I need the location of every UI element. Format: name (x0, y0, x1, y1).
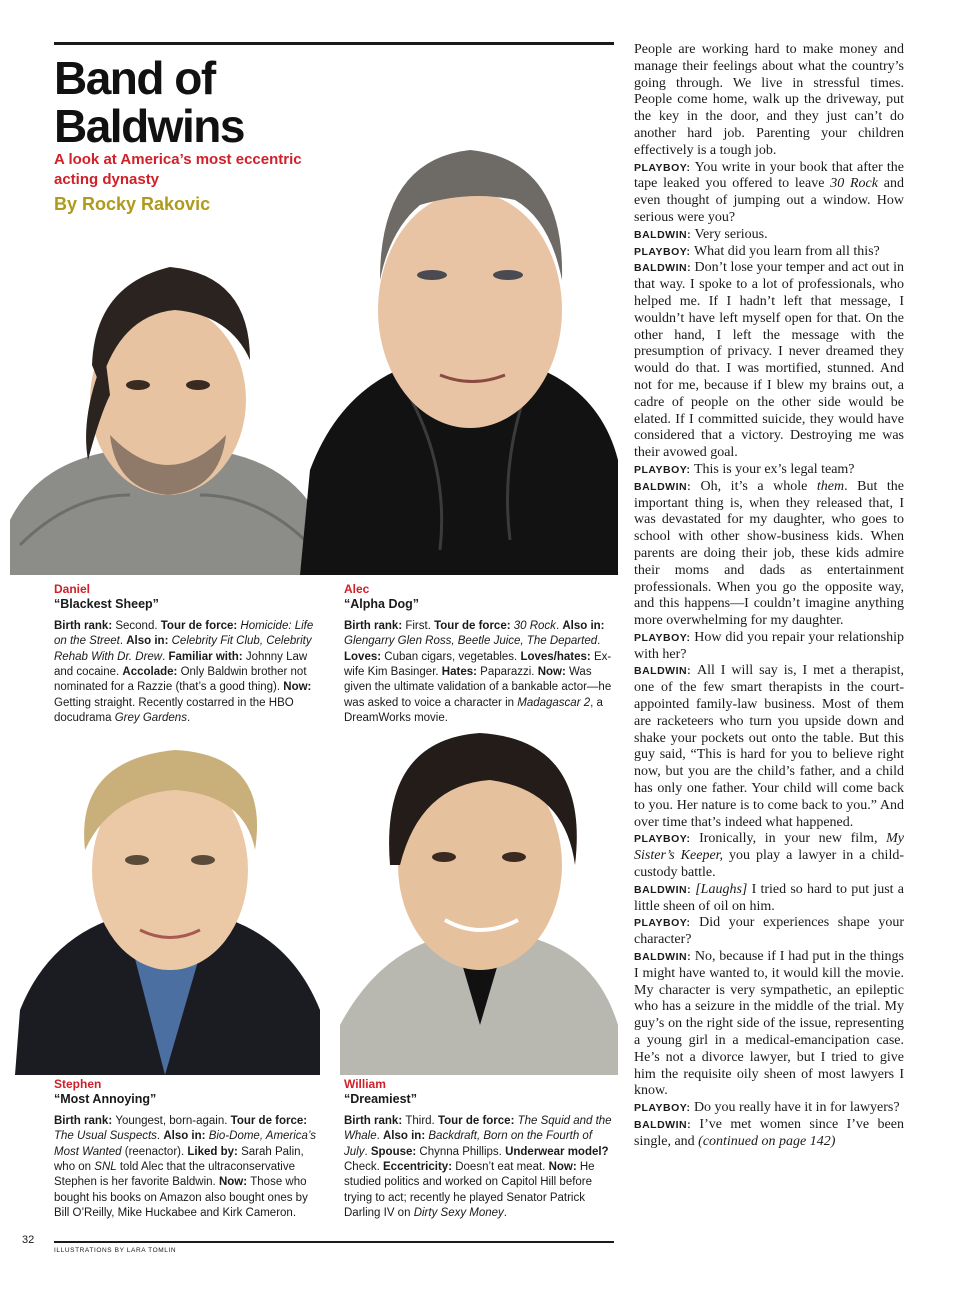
bio-field-title: 30 Rock (513, 619, 556, 632)
interview-paragraph (634, 831, 904, 881)
bio-name: Daniel (54, 582, 91, 596)
bio-field-text: . (376, 1130, 383, 1143)
interview-text: People are working hard to make money and manage their feelings about what the country’s going through. We live in stressful times. People come home, walk up the driveway, put the key in the door, and they just can’t do another hard job. Parenting your children effectively is a tough job. (634, 42, 904, 158)
interview-italic: them (816, 478, 845, 494)
speaker-label: PLAYBOY: (634, 833, 700, 846)
interview-text: Oh, it’s a whole (700, 478, 817, 494)
title-line-1: Band of (54, 52, 215, 104)
interview-paragraph (634, 1100, 904, 1117)
interview-text: . But the important thing is, when they released that, I was devastated for my daughter, who goes to school with other show-business kids. When parents are doing their job, these kids admire their moms and dads as entertainment professionals. When you go the opposite way, and this happens—I couldn’t imagine anything more overwhelming for my daughter. (634, 478, 904, 629)
bio-name: Stephen (54, 1077, 102, 1091)
speaker-label: PLAYBOY: (634, 917, 700, 930)
william-portrait (340, 725, 618, 1075)
bio-daniel (54, 582, 324, 727)
interview-text: How did you repair your relationship with her? (634, 629, 904, 662)
bio-field-text: . (597, 635, 601, 648)
bio-text (344, 619, 614, 727)
bio-field-text: Third. (405, 1114, 438, 1127)
bio-field-title: Grey Gardens (114, 712, 187, 725)
bio-field-label: Liked by: (187, 1145, 242, 1158)
interview-paragraph (634, 663, 904, 831)
bio-field-text: Those who bought his books on Amazon also bought ones by Bill O’Reilly, Mike Huckabee and Kirk Cameron. (54, 1176, 308, 1220)
bio-field-label: Birth rank: (344, 619, 406, 632)
bio-field-title: Dirty Sexy Money (413, 1207, 504, 1220)
bio-field-text: told Alec that the ultraconservative Stephen is her favorite Baldwin. (54, 1161, 296, 1189)
bio-field-title: The Squid and the Whale (344, 1114, 612, 1143)
interview-paragraph (634, 462, 904, 479)
bio-field-text: Youngest, born-again. (115, 1114, 231, 1127)
bio-field-text: Paparazzi. (480, 666, 538, 679)
bio-field-text: Chynna Phillips. (419, 1145, 506, 1158)
bio-field-text: Only Baldwin brother not nominated for a Razzie (that’s a good thing). (54, 666, 307, 694)
speaker-label: BALDWIN: (634, 883, 696, 896)
bio-field-label: Familiar with: (168, 650, 246, 663)
bio-field-text: . (555, 619, 563, 632)
bio-field-text: . (119, 635, 127, 648)
bio-field-label: Loves/hates: (520, 650, 594, 663)
bio-field-label: Loves: (344, 650, 385, 663)
bio-text (54, 1114, 324, 1222)
bio-field-title: The Usual Suspects (54, 1130, 157, 1143)
interview-paragraph (634, 227, 904, 244)
speaker-label: PLAYBOY: (634, 631, 695, 644)
bio-field-text: . (186, 712, 191, 725)
bio-field-label: Birth rank: (54, 619, 116, 632)
bio-field-title: Madagascar 2 (517, 696, 591, 709)
bio-field-text: (reenactor). (121, 1145, 188, 1158)
bio-field-label: Tour de force: (434, 619, 514, 632)
bio-field-text: Second. (115, 619, 161, 632)
stephen-portrait (15, 740, 320, 1075)
interview-paragraph (634, 160, 904, 227)
bio-field-text: Ex-wife Kim Basinger. (344, 650, 612, 679)
bio-field-label: Now: (218, 1176, 251, 1189)
interview-text: Ironically, in your new film, (699, 831, 887, 847)
bio-field-label: Underwear model? (505, 1145, 609, 1158)
alec-portrait (300, 130, 618, 575)
interview-text: No, because if I had put in the things I might have wanted to, it would kill the movie. My character is very sympathetic, an epileptic who has a seizure in the middle of the trial. My guy’s on the right side of the issue, representing a young girl in a medical-emancipation case. He’s not a divorce lawyer, but I tried to give him the requisite oily sheen of most lawyers I know. (634, 949, 904, 1099)
bio-nickname: “Blackest Sheep” (54, 597, 159, 612)
illustration-credit: ILLUSTRATIONS BY LARA TOMLIN (54, 1247, 177, 1254)
bio-field-label: Spouse: (370, 1145, 420, 1158)
bio-field-text: Getting straight. Recently costarred in the HBO docudrama (54, 696, 294, 725)
bio-field-text: Johnny Law and cocaine. (54, 650, 308, 679)
bio-text (344, 1114, 614, 1222)
speaker-label: BALDWIN: (634, 228, 695, 241)
bio-name: Alec (344, 582, 370, 596)
speaker-label: BALDWIN: (634, 262, 695, 275)
speaker-label: BALDWIN: (634, 480, 701, 493)
bio-field-text: Was given the ultimate validation of a bankable actor—he was asked to voice a character in (344, 666, 612, 709)
bio-field-title: Bio-Dome, America’s Most Wanted (54, 1130, 317, 1158)
bio-field-text: He studied politics and worked on Capitol Hill before trying to act; recently he played Senator Patrick Darling IV on (344, 1161, 595, 1220)
bio-field-label: Hates: (441, 666, 481, 679)
bio-field-title: Homicide: Life on the Street (54, 619, 314, 648)
interview-text: Very serious. (694, 226, 768, 242)
interview-italic: [Laughs] (695, 881, 748, 897)
bio-field-label: Now: (283, 681, 312, 694)
interview-text: This is your ex’s legal team? (693, 461, 855, 477)
bio-field-label: Also in: (562, 619, 605, 632)
bio-field-label: Eccentricity: (383, 1161, 456, 1174)
bio-field-text: Doesn’t eat meat. (455, 1161, 549, 1174)
bio-stephen (54, 1077, 324, 1222)
speaker-label: BALDWIN: (634, 1119, 700, 1131)
bio-field-label: Also in: (383, 1130, 429, 1143)
interview-paragraph (634, 915, 904, 949)
bio-nickname: “Most Annoying” (54, 1092, 157, 1107)
interview-column (634, 42, 904, 1151)
bio-field-title: Celebrity Fit Club, Celebrity Rehab With Dr. Drew (54, 635, 312, 663)
speaker-label: BALDWIN: (634, 665, 697, 678)
bio-field-text: . (364, 1145, 371, 1158)
interview-text: and even thought of jumping out a window. How serious were you? (634, 176, 904, 225)
interview-text: Did your experiences shape your character? (634, 915, 904, 948)
article-byline: By Rocky Rakovic (54, 194, 211, 214)
bio-field-label: Tour de force: (230, 1114, 308, 1127)
speaker-label: PLAYBOY: (634, 1102, 694, 1115)
bio-field-label: Accolade: (122, 666, 181, 679)
speaker-label: PLAYBOY: (634, 245, 694, 258)
interview-paragraph (634, 260, 904, 462)
bio-field-text: Check. (344, 1161, 383, 1174)
bio-name: William (344, 1077, 386, 1091)
bio-field-text: . (503, 1207, 507, 1220)
interview-text: I’ve met women since I’ve been single, and (634, 1117, 904, 1149)
bio-field-title: SNL (94, 1161, 117, 1174)
interview-italic: (continued on page 142) (698, 1133, 836, 1149)
bio-field-text: . (156, 1130, 164, 1143)
bio-text (54, 619, 324, 727)
interview-paragraph (634, 882, 904, 916)
interview-text: I tried so hard to put just a little sheen of oil on him. (634, 881, 904, 914)
bio-field-text: Sarah Palin, who on (54, 1145, 304, 1174)
speaker-label: BALDWIN: (634, 951, 695, 964)
interview-paragraph (634, 479, 904, 630)
bio-field-text: , a DreamWorks movie. (344, 696, 603, 725)
interview-paragraph (634, 1117, 904, 1151)
interview-text: All I will say is, I met a therapist, one of the few smart therapists in the court-appointed family-law business. Most of them are racketeers who turn you upside down and shake your pockets out onto the table. But this guy said, “This is hard for you to believe right now, but you are the child’s father, and a child has only one father. Your child will come back to you. Her nature is to come back to you.” And over time that’s indeed what happened. (634, 663, 904, 830)
interview-paragraph (634, 630, 904, 664)
page-number: 32 (22, 1234, 35, 1246)
bio-field-title: Glengarry Glen Ross, Beetle Juice, The Departed (344, 635, 598, 648)
speaker-label: PLAYBOY: (634, 463, 694, 476)
bio-field-text: . (162, 650, 169, 663)
bio-field-text: Cuban cigars, vegetables. (384, 650, 521, 663)
bio-nickname: “Dreamiest” (344, 1092, 417, 1107)
interview-text: Do you really have it in for lawyers? (693, 1100, 900, 1116)
bio-field-label: Now: (537, 666, 569, 679)
bottom-rule (54, 1241, 614, 1243)
title-line-2: Baldwins (54, 100, 244, 152)
top-rule (54, 42, 614, 45)
article-subtitle: A look at America’s most eccentric acting dynasty (54, 151, 302, 188)
article-title (54, 54, 244, 150)
bio-field-label: Tour de force: (160, 619, 241, 632)
interview-text: Don’t lose your temper and act out in that way. I spoke to a lot of professionals, who helped me. If I hadn’t left that message, I wouldn’t have left myself open for that. On the other hand, I left the message with the presumption of privacy. I never dreamed they would do that. I was mortified, stunned. And not for me, because if I blew my brains out, a cadre of people on the other side would be elated. If I committed suicide, they would have considered that a victory. Destroying me was their avowed goal. (634, 260, 904, 461)
bio-alec (344, 582, 614, 727)
interview-text: What did you learn from all this? (693, 243, 880, 259)
interview-text: you play a lawyer in a child-custody battle. (634, 848, 904, 881)
bio-field-label: Now: (548, 1161, 580, 1174)
interview-paragraph (634, 244, 904, 261)
interview-paragraph (634, 949, 904, 1100)
speaker-label: PLAYBOY: (634, 161, 695, 174)
bio-field-text: First. (405, 619, 435, 632)
interview-paragraph (634, 42, 904, 160)
bio-field-label: Also in: (126, 635, 172, 648)
bio-field-label: Also in: (163, 1130, 209, 1143)
bio-nickname: “Alpha Dog” (344, 597, 419, 612)
bio-field-label: Tour de force: (437, 1114, 518, 1127)
bio-field-label: Birth rank: (344, 1114, 406, 1127)
daniel-portrait (10, 245, 320, 575)
bio-field-label: Birth rank: (54, 1114, 116, 1127)
bio-field-title: Backdraft, Born on the Fourth of July (344, 1130, 593, 1158)
interview-text: You write in your book that after the tape leaked you offered to leave (634, 159, 904, 192)
interview-italic: 30 Rock (830, 176, 878, 192)
bio-william (344, 1077, 614, 1222)
interview-italic: My Sister’s Keeper, (634, 831, 904, 864)
